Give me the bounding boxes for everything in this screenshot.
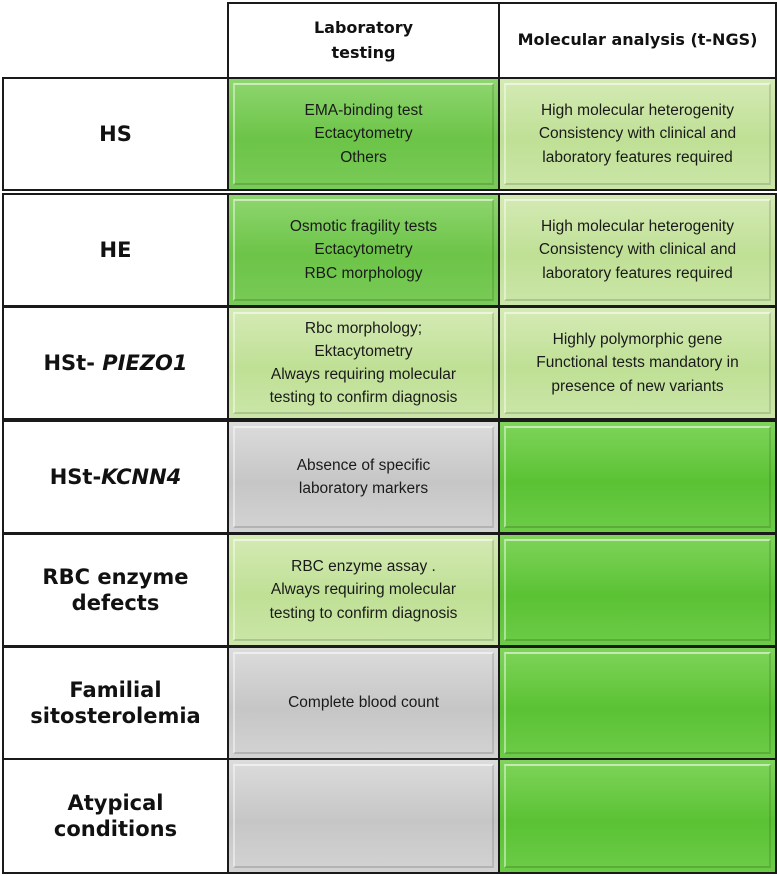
lab-testing-text: EMA-binding test Ectacytometry Others [304,102,423,166]
lab-testing-cell-atypical-conditions [227,758,500,874]
lab-testing-cell-hs [227,77,500,191]
row-label-hst-piezo1 [2,306,229,420]
row-label-text: HSt- [43,350,103,375]
row-label-hs [2,77,229,191]
row-label-hst-kcnn4 [2,420,229,534]
row-label-rbc-enzyme-defects [2,533,229,647]
row-label-text: Familial sitosterolemia [30,677,201,728]
row-label-text: RBC enzyme defects [42,564,189,615]
row-label-text: HSt- [49,464,102,489]
molecular-analysis-cell-hst-piezo1 [498,306,777,420]
row-label-text: HE [99,237,132,262]
row-label-atypical-conditions [2,758,229,874]
row-label-gene: KCNN4 [101,464,182,489]
row-label-text: HS [99,121,132,146]
lab-testing-text: Rbc morphology; Ektacytometry Always requiring molecular testing to confirm diagnosis [269,319,458,407]
molecular-analysis-cell-hs [498,77,777,191]
lab-testing-text: Absence of specific laboratory markers [296,456,431,497]
lab-testing-cell-hst-kcnn4 [227,420,500,534]
row-label-gene: PIEZO1 [102,350,188,375]
molecular-analysis-text: Highly polymorphic gene Functional tests mandatory in presence of new variants [536,331,739,395]
row-label-text: Atypical conditions [53,790,178,841]
molecular-analysis-cell-rbc-enzyme-defects [498,533,777,647]
lab-testing-text: RBC enzyme assay . Always requiring molecular testing to confirm diagnosis [269,558,458,622]
lab-testing-cell-he [227,193,500,307]
row-label-he [2,193,229,307]
lab-testing-text: Osmotic fragility tests Ectacytometry RBC morphology [289,218,438,282]
lab-testing-text: Complete blood count [288,694,439,712]
row-label-familial-sitosterolemia [2,646,229,760]
molecular-analysis-cell-hst-kcnn4 [498,420,777,534]
molecular-analysis-text: High molecular heterogenity Consistency with clinical and laboratory features required [538,218,737,282]
column-header-molecular-analysis: Molecular analysis (t-NGS) [498,2,777,79]
molecular-analysis-text: High molecular heterogenity Consistency with clinical and laboratory features required [538,102,737,166]
lab-testing-cell-hst-piezo1 [227,306,500,420]
molecular-analysis-cell-familial-sitosterolemia [498,646,777,760]
column-header-laboratory-testing: Laboratory testing [227,2,500,79]
lab-testing-cell-familial-sitosterolemia [227,646,500,760]
molecular-analysis-cell-atypical-conditions [498,758,777,874]
lab-testing-cell-rbc-enzyme-defects [227,533,500,647]
molecular-analysis-cell-he [498,193,777,307]
